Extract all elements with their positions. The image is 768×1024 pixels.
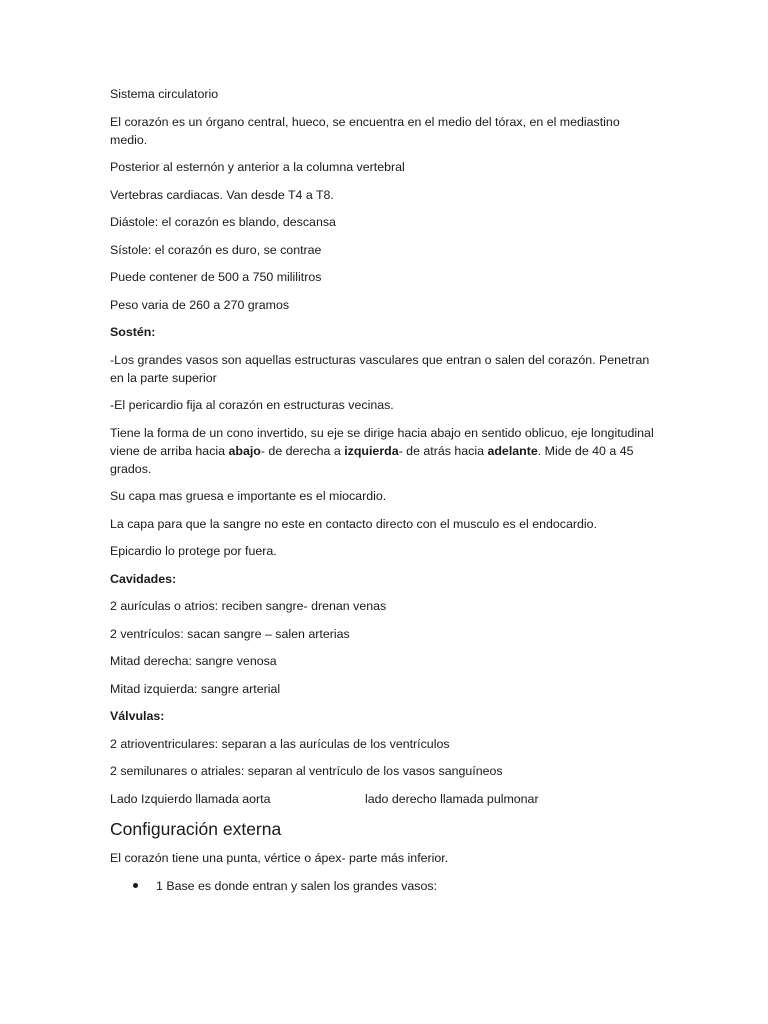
text-left: Lado Izquierdo llamada aorta (110, 791, 271, 806)
bullet-icon (133, 883, 138, 888)
paragraph: 2 ventrículos: sacan sangre – salen arterias (110, 626, 350, 641)
heading-configuracion-externa: Configuración externa (110, 819, 282, 839)
bold-run: izquierda (344, 443, 399, 458)
paragraph: -El pericardio fija al corazón en estructuras vecinas. (110, 398, 394, 412)
paragraph: Mitad derecha: sangre venosa (110, 654, 277, 668)
section-label-sosten: Sostén: (110, 325, 156, 339)
paragraph: Posterior al esternón y anterior a la columna vertebral (110, 160, 405, 174)
bold-run: adelante (487, 443, 538, 458)
section-label-valvulas: Válvulas: (110, 709, 165, 723)
paragraph: Vertebras cardiacas. Van desde T4 a T8. (110, 187, 334, 202)
paragraph: -Los grandes vasos son aquellas estructuras vasculares que entran o salen del corazón. Penetran en la parte superior (110, 352, 650, 385)
document-body (110, 85, 660, 895)
doc-title: Sistema circulatorio (110, 87, 219, 101)
text-run: - de atrás hacia (398, 443, 488, 458)
paragraph-two-columns (110, 790, 660, 808)
bullet-list (110, 877, 660, 895)
text-run: Tiene la forma de un cono invertido, su eje se dirige hacia abajo en sentido oblicuo, eje longitudinal viene de arriba hacia (110, 425, 654, 458)
paragraph: Mitad izquierda: sangre arterial (110, 681, 281, 696)
paragraph: 2 aurículas o atrios: reciben sangre- drenan venas (110, 599, 387, 613)
paragraph: Su capa mas gruesa e importante es el miocardio. (110, 489, 387, 503)
paragraph: 2 semilunares o atriales: separan al ventrículo de los vasos sanguíneos (110, 764, 503, 778)
paragraph: La capa para que la sangre no este en contacto directo con el musculo es el endocardio. (110, 516, 597, 531)
list-item (110, 877, 660, 895)
paragraph: El corazón tiene una punta, vértice o ápex- parte más inferior. (110, 851, 449, 865)
text-run: - de derecha a (260, 443, 345, 458)
text-run: . Mide de 40 a 45 grados. (110, 443, 634, 476)
paragraph: Epicardio lo protege por fuera. (110, 544, 277, 558)
paragraph: Puede contener de 500 a 750 mililitros (110, 270, 322, 284)
paragraph: Diástole: el corazón es blando, descansa (110, 215, 336, 229)
section-label-cavidades: Cavidades: (110, 571, 177, 586)
paragraph: El corazón es un órgano central, hueco, se encuentra en el medio del tórax, en el mediastino medio. (110, 114, 620, 147)
paragraph: 2 atrioventriculares: separan a las aurículas de los ventrículos (110, 736, 450, 751)
list-item-text: 1 Base es donde entran y salen los grandes vasos: (156, 878, 438, 893)
paragraph-shape (110, 424, 660, 478)
text-right: lado derecho llamada pulmonar (365, 791, 539, 806)
bold-run: abajo (228, 443, 261, 458)
paragraph: Sístole: el corazón es duro, se contrae (110, 242, 322, 257)
paragraph: Peso varia de 260 a 270 gramos (110, 297, 290, 312)
